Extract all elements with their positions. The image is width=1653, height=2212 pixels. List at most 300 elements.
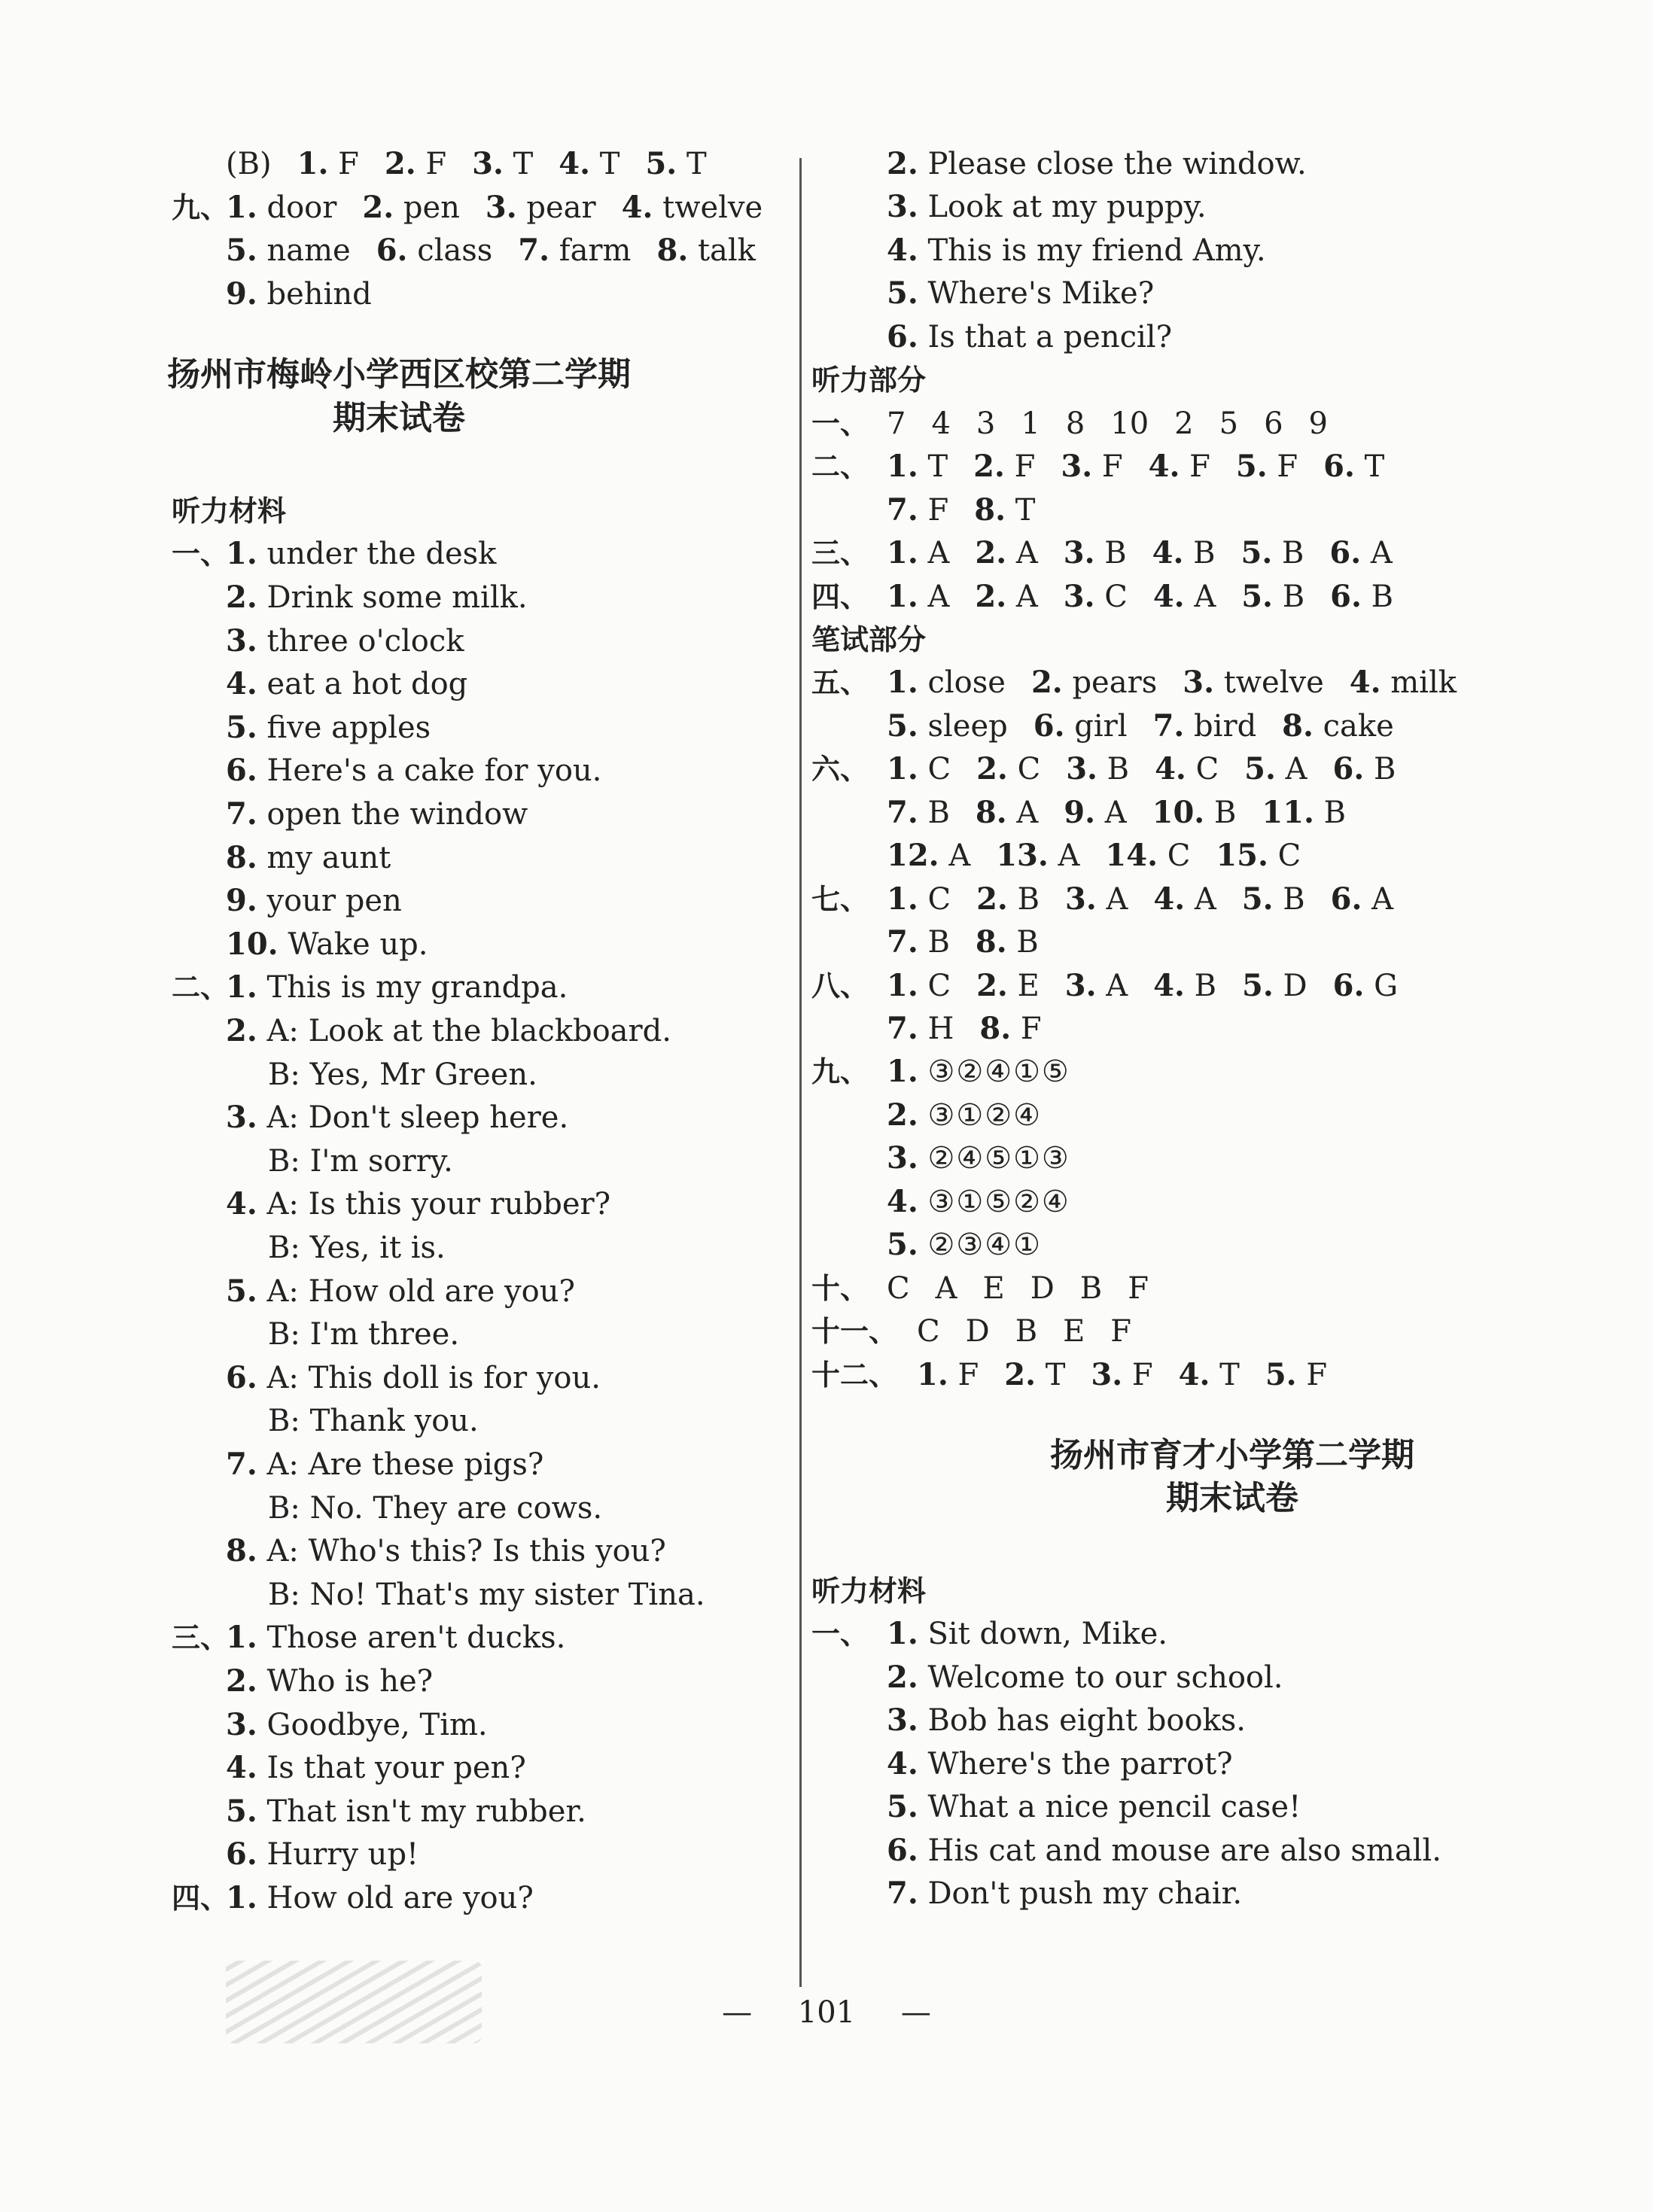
item-number: 9. [226, 883, 257, 919]
item-number: 13. [996, 838, 1049, 874]
answer-item [226, 1664, 433, 1699]
answer-item [1034, 709, 1128, 744]
question-label: 十二、 [811, 1358, 898, 1392]
answer-item [268, 1144, 453, 1179]
answer-item [1309, 406, 1328, 441]
answer-item [1128, 1271, 1149, 1306]
item-number: 6. [226, 1359, 257, 1395]
answer-item [887, 536, 949, 570]
answer-item [1080, 1271, 1102, 1306]
item-number: 3. [887, 1702, 918, 1739]
answer-item [226, 624, 464, 659]
section-title: 扬州市梅岭小学西区校第二学期 [167, 355, 631, 394]
item-number: 6. [1332, 751, 1365, 787]
item-text: F [1131, 1357, 1153, 1392]
item-number: 1. [887, 881, 918, 917]
answer-item [976, 882, 1040, 917]
answer-item [1091, 1358, 1152, 1392]
item-number: 5. [1265, 1356, 1297, 1392]
item-text: twelve [1223, 665, 1324, 701]
question-label: 一、 [172, 537, 230, 571]
answer-line [226, 662, 467, 707]
answer-line [887, 833, 1301, 878]
answer-item [486, 190, 596, 225]
answer-line [268, 1139, 453, 1184]
item-text: 1 [1021, 406, 1040, 441]
item-number: 3. [472, 146, 504, 181]
item-text: behind [266, 276, 372, 312]
item-text: girl [1074, 708, 1128, 744]
answer-item [976, 925, 1039, 960]
item-text: A [1106, 881, 1128, 917]
item-number: 2. [1030, 665, 1063, 701]
item-text: open the window [266, 797, 528, 832]
item-text: door [266, 190, 337, 225]
item-text: F [1306, 1357, 1328, 1392]
section-heading: 笔试部分 [811, 622, 927, 656]
answer-item [887, 406, 906, 441]
answer-item [226, 1187, 610, 1222]
answer-item [268, 1057, 537, 1092]
item-number: 4. [559, 146, 591, 181]
answer-item [226, 1100, 568, 1135]
item-number: 7. [1152, 707, 1185, 744]
question-label: 一、 [811, 1617, 869, 1651]
answer-line [226, 1095, 568, 1140]
item-number: 1. [226, 1620, 257, 1656]
question-label: 二、 [172, 971, 230, 1005]
item-number: 5. [1244, 751, 1276, 787]
item-text: B: Thank you. [268, 1404, 479, 1439]
item-text: B [927, 925, 950, 960]
item-number: 7. [226, 1447, 257, 1482]
answer-item [1153, 580, 1216, 614]
item-text: Wake up. [288, 926, 428, 962]
item-number: 2. [975, 578, 1007, 614]
answer-item [472, 147, 533, 181]
answer-item [226, 884, 402, 918]
answer-line [887, 790, 1346, 835]
item-text: 3 [976, 406, 996, 441]
item-number: 9. [1064, 794, 1096, 830]
item-text: This is my grandpa. [266, 970, 568, 1006]
section-heading: 听力材料 [172, 494, 287, 528]
answer-line [887, 184, 1207, 230]
item-text: five apples [266, 710, 431, 745]
answer-item [976, 752, 1040, 787]
item-number: 8. [226, 839, 257, 875]
item-text: A [1370, 536, 1393, 571]
item-number: 3. [226, 1100, 257, 1136]
answer-item [226, 1751, 526, 1785]
item-text: B [1104, 536, 1127, 571]
answer-item [887, 1833, 1441, 1868]
item-text: my aunt [266, 840, 391, 875]
item-number: 10. [1152, 794, 1205, 830]
item-text: Goodbye, Tim. [266, 1707, 488, 1742]
item-text: C [917, 1314, 940, 1349]
answer-item [1241, 536, 1304, 570]
item-text: How old are you? [266, 1881, 534, 1915]
section-title: 期末试卷 [333, 398, 465, 437]
item-number: 6. [887, 1832, 918, 1868]
answer-line [226, 792, 528, 837]
item-text: B [1079, 1270, 1103, 1306]
answer-line [887, 1136, 1070, 1181]
item-text: A [1106, 968, 1128, 1003]
item-text: twelve [662, 190, 763, 225]
item-text: Where's Mike? [927, 276, 1155, 312]
item-number: 1. [887, 1054, 918, 1090]
answer-line [887, 920, 1039, 965]
item-text: B [1015, 1314, 1038, 1349]
question-label: 十一、 [811, 1315, 898, 1349]
item-text: F [338, 147, 359, 181]
item-number: 5. [1241, 535, 1273, 571]
answer-item [887, 493, 948, 528]
answer-line [226, 1615, 565, 1660]
item-number: 3. [1064, 881, 1097, 917]
item-number: 5. [1242, 967, 1274, 1003]
item-text: B: Yes, it is. [268, 1231, 446, 1265]
item-number: 6. [887, 318, 918, 354]
item-number: 5. [887, 707, 918, 744]
item-text: B [1323, 795, 1347, 830]
item-text: A: Who's this? Is this you? [266, 1534, 666, 1569]
item-text: Hurry up! [266, 1837, 419, 1873]
answer-item [1066, 752, 1129, 787]
answer-item [362, 190, 460, 225]
answer-line [887, 401, 1328, 446]
answer-line [226, 1789, 586, 1834]
page-number-value: 101 [797, 1995, 856, 2030]
answer-item [226, 1794, 586, 1829]
answer-line [226, 185, 763, 230]
answer-line [887, 704, 1394, 749]
answer-item [1030, 1271, 1055, 1306]
item-number: 8. [979, 1011, 1012, 1046]
answer-item [887, 147, 1307, 181]
item-number: 1. [226, 1880, 257, 1915]
answer-line [226, 922, 428, 967]
item-number: 4. [1153, 881, 1186, 917]
answer-item [976, 406, 995, 441]
item-number: 2. [976, 967, 1008, 1003]
item-text: T [1015, 492, 1036, 528]
answer-item [887, 276, 1154, 311]
section-title: 扬州市育才小学第二学期 [1050, 1435, 1414, 1474]
item-text: A: Is this your rubber? [266, 1187, 611, 1222]
item-text: pen [403, 190, 460, 225]
answer-line [887, 1266, 1149, 1311]
answer-item [226, 190, 336, 225]
item-text: B [1282, 536, 1304, 571]
item-text: A: How old are you? [266, 1273, 575, 1309]
answer-line [226, 748, 601, 793]
answer-line [887, 1222, 1042, 1267]
answer-item [226, 277, 372, 312]
answer-item [887, 1228, 1042, 1262]
item-number: 2. [384, 146, 416, 181]
item-text: F [1189, 449, 1210, 485]
item-number: 4. [887, 232, 918, 268]
answer-line [268, 1572, 705, 1617]
item-text: C [927, 968, 951, 1003]
answer-line [226, 965, 568, 1010]
answer-line [917, 1309, 1131, 1354]
item-text: This is my friend Amy. [927, 233, 1266, 268]
answer-item [226, 1274, 575, 1309]
answer-item [887, 709, 1008, 744]
item-number: 4. [1152, 535, 1184, 571]
item-text: A [1371, 881, 1393, 917]
answer-item [887, 969, 951, 1003]
question-label: 十、 [811, 1271, 869, 1305]
item-text: B [1282, 579, 1305, 614]
answer-line [226, 141, 707, 187]
item-number: 6. [376, 233, 408, 269]
item-text: F [1277, 449, 1298, 485]
item-number: 4. [226, 1186, 257, 1222]
item-text: T [1364, 449, 1385, 485]
answer-item [887, 580, 949, 614]
item-number: 1. [226, 969, 257, 1006]
answer-item [887, 1098, 1042, 1133]
item-text: 8 [1065, 406, 1085, 441]
item-text: under the desk [266, 537, 497, 572]
answer-line [226, 1702, 488, 1748]
question-label: 六、 [811, 753, 869, 787]
item-number: 3. [1063, 578, 1095, 614]
answer-line [887, 1093, 1042, 1138]
item-number: 4. [887, 1745, 918, 1781]
question-label: 九、 [811, 1055, 869, 1089]
answer-item [226, 1014, 671, 1048]
item-number: 5. [226, 233, 257, 269]
answer-item [1262, 796, 1346, 830]
item-number: 2. [226, 1663, 257, 1699]
item-text: Sit down, Mike. [927, 1617, 1167, 1652]
item-text: (B) [226, 147, 272, 181]
item-number: 3. [226, 622, 257, 659]
item-number: 8. [1282, 707, 1314, 744]
item-number: 8. [656, 233, 689, 269]
answer-item [1219, 406, 1238, 441]
answer-item [1265, 1358, 1327, 1392]
answer-line [887, 747, 1396, 792]
item-text: close [927, 665, 1006, 701]
item-number: 8. [975, 794, 1007, 830]
answer-item [518, 233, 631, 268]
item-number: 3. [1064, 967, 1097, 1003]
item-number: 3. [1066, 751, 1097, 787]
answer-item [226, 753, 601, 788]
item-text: three o'clock [266, 623, 464, 659]
item-text: E [982, 1270, 1005, 1306]
item-number: 1. [226, 536, 257, 572]
answer-line [887, 1655, 1283, 1700]
answer-line [226, 531, 496, 577]
answer-item [1061, 449, 1122, 484]
answer-item [887, 1141, 1070, 1176]
item-number: 5. [887, 1789, 918, 1825]
item-number: 4. [226, 666, 257, 702]
item-text: Bob has eight books. [927, 1703, 1247, 1739]
item-number: 2. [1004, 1356, 1037, 1392]
item-number: 3. [1063, 535, 1095, 571]
answer-item [887, 796, 950, 830]
item-text: D [1030, 1270, 1055, 1306]
item-number: 1. [887, 1616, 918, 1652]
answer-item [1264, 406, 1283, 441]
item-text: T [599, 147, 620, 181]
item-text: A [1015, 579, 1038, 614]
item-text: A [1194, 579, 1216, 614]
answer-line [887, 488, 1035, 533]
item-number: 2. [887, 146, 918, 181]
answer-item [887, 233, 1266, 268]
answer-item [917, 1358, 979, 1392]
answer-item [376, 233, 493, 268]
item-text: C [1167, 838, 1191, 874]
item-text: B [1194, 968, 1217, 1003]
answer-item [1021, 406, 1040, 441]
page-number-dash-left: — [722, 1995, 753, 2030]
item-number: 5. [1241, 881, 1274, 917]
answer-item [622, 190, 763, 225]
item-text: Please close the window. [927, 147, 1307, 181]
answer-item [656, 233, 755, 268]
answer-item [226, 233, 351, 268]
item-number: 3. [485, 189, 517, 225]
item-number: 5. [887, 275, 918, 312]
answer-item [1031, 665, 1157, 700]
answer-line [887, 1179, 1070, 1225]
item-number: 11. [1262, 794, 1314, 830]
answer-item [1179, 1358, 1240, 1392]
answer-line [887, 228, 1266, 273]
answer-item [226, 580, 528, 615]
answer-line [887, 141, 1307, 187]
item-text: A: Don't sleep here. [266, 1100, 569, 1136]
item-text: 10 [1110, 406, 1149, 441]
answer-item [559, 147, 619, 181]
item-text: F [1128, 1270, 1149, 1306]
answer-line [268, 1398, 479, 1444]
answer-item [226, 537, 496, 571]
answer-item [973, 449, 1035, 484]
answer-item [1350, 665, 1457, 700]
item-number: 1. [297, 146, 329, 181]
item-text: farm [559, 233, 632, 269]
item-text: pear [526, 190, 596, 225]
answer-item [226, 927, 428, 962]
item-number: 3. [887, 1140, 918, 1176]
item-number: 3. [1183, 665, 1214, 701]
item-number: 3. [1091, 1356, 1123, 1392]
item-text: B [1371, 579, 1393, 614]
answer-item [887, 1660, 1283, 1695]
answer-line [887, 1871, 1242, 1916]
answer-item [1323, 449, 1384, 484]
item-text: cake [1323, 708, 1394, 744]
item-number: 12. [887, 838, 939, 874]
item-text: sleep [927, 708, 1008, 744]
answer-item [887, 1876, 1242, 1911]
answer-line [226, 835, 391, 881]
answer-item [1066, 406, 1085, 441]
item-number: 2. [226, 1013, 257, 1048]
item-text: A [1104, 795, 1127, 830]
item-text: bird [1194, 708, 1257, 744]
item-number: 7. [887, 491, 918, 528]
answer-item [1244, 752, 1307, 787]
answer-item [1153, 882, 1216, 917]
answer-item [226, 147, 272, 181]
item-text: Who is he? [266, 1664, 434, 1699]
answer-item [226, 1534, 666, 1568]
answer-item [936, 1271, 957, 1306]
item-number: 4. [226, 1750, 257, 1786]
question-label: 八、 [811, 969, 869, 1003]
answer-item [1110, 406, 1149, 441]
item-text: Where's the parrot? [927, 1746, 1233, 1781]
answer-item [268, 1491, 602, 1526]
item-number: 6. [1033, 707, 1065, 744]
item-text: T [927, 449, 948, 485]
item-number: 6. [226, 1836, 257, 1873]
answer-item [226, 1708, 488, 1742]
item-text: 2 [1174, 406, 1194, 441]
item-number: 1. [887, 665, 918, 701]
item-text: B [1016, 925, 1039, 960]
answer-item [1064, 536, 1127, 570]
item-text: What a nice pencil case! [927, 1790, 1301, 1825]
answer-line [226, 575, 528, 620]
answer-item [887, 1012, 954, 1046]
item-text: F [425, 147, 447, 181]
answer-item [887, 752, 951, 787]
answer-item [887, 1703, 1246, 1738]
item-text: 9 [1308, 406, 1328, 441]
item-text: Here's a cake for you. [266, 753, 602, 789]
item-text: B [1283, 881, 1305, 917]
item-text: ②③④① [927, 1228, 1042, 1263]
answer-line [887, 1742, 1233, 1787]
item-number: 1. [917, 1356, 948, 1392]
item-text: ③①②④ [927, 1097, 1042, 1133]
item-number: 7. [887, 924, 918, 960]
answer-item [1155, 752, 1219, 787]
answer-item [226, 1881, 534, 1915]
answer-item [1152, 796, 1237, 830]
item-text: B: No. They are cows. [268, 1490, 603, 1526]
answer-line [887, 1698, 1246, 1743]
answer-line [226, 878, 402, 923]
item-number: 4. [1148, 449, 1180, 485]
item-text: D [1283, 968, 1307, 1003]
answer-item [1329, 536, 1392, 570]
answer-item [1236, 449, 1298, 484]
answer-item [887, 925, 950, 960]
answer-line [887, 271, 1154, 316]
answer-line [887, 660, 1457, 705]
answer-item [983, 1271, 1005, 1306]
item-number: 2. [975, 535, 1007, 571]
item-text: B: Yes, Mr Green. [268, 1057, 537, 1092]
answer-line [887, 1006, 1042, 1051]
item-number: 5. [226, 1793, 257, 1829]
